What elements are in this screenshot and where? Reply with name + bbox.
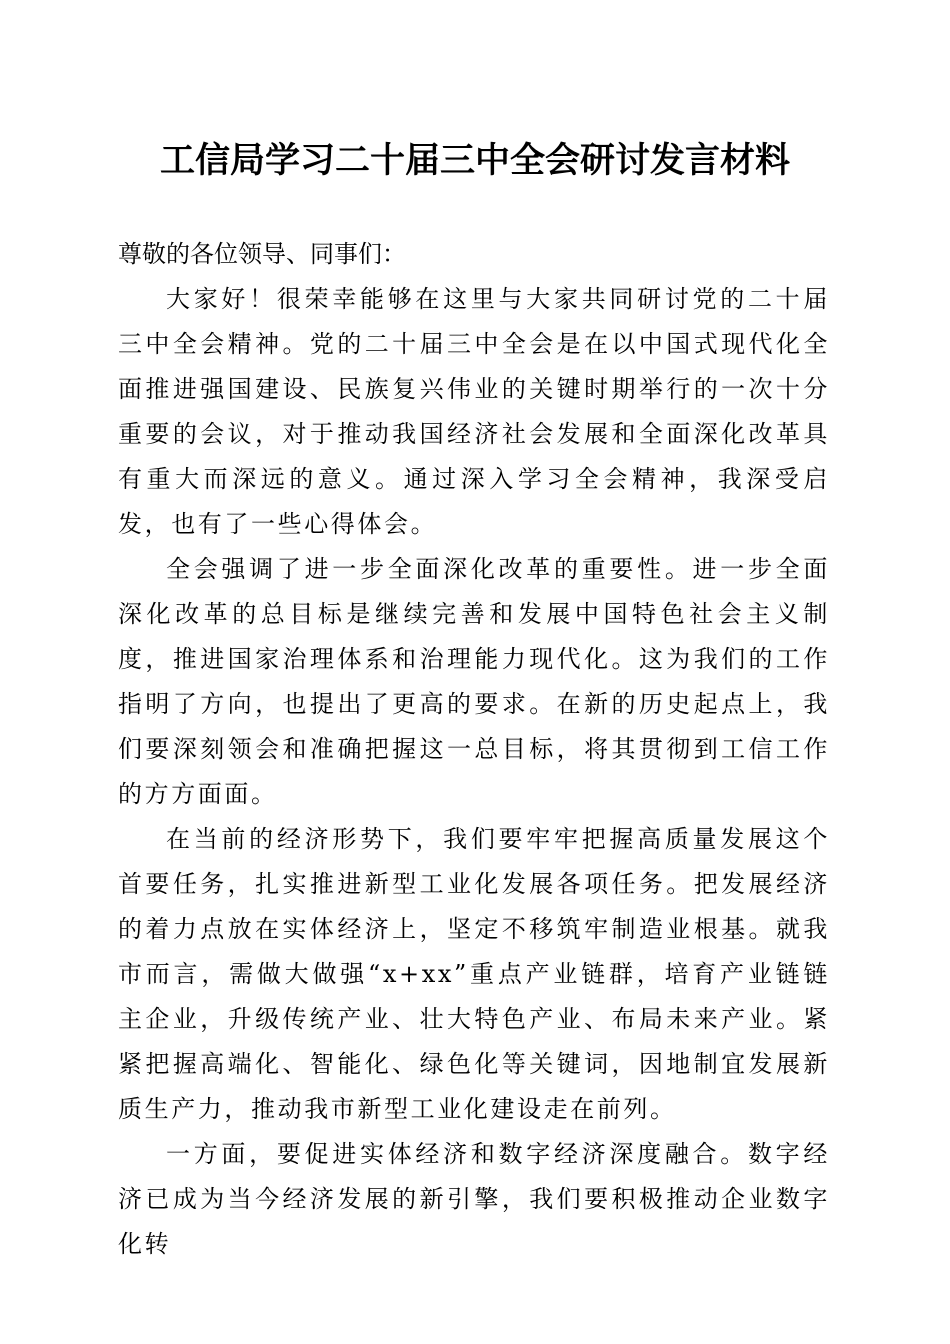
salutation: 尊敬的各位领导、同事们：: [118, 240, 406, 268]
paragraph-3: 在当前的经济形势下，我们要牢牢把握高质量发展这个首要任务，扎实推进新型工业化发展各项任务。把发展经济的着力点放在实体经济上，坚定不移筑牢制造业根基。就我市而言，需做大做强“x+xx”重点产业链群，培育产业链链主企业，升级传统产业、壮大特色产业、布局未来产业。紧紧把握高端化、智能化、绿色化等关键词，因地制宜发展新质生产力，推动我市新型工业化建设走在前列。: [118, 825, 830, 1123]
document-title: 工信局学习二十届三中全会研讨发言材料: [159, 140, 790, 181]
paragraph-2: 全会强调了进一步全面深化改革的重要性。进一步全面深化改革的总目标是继续完善和发展中国特色社会主义制度，推进国家治理体系和治理能力现代化。这为我们的工作指明了方向，也提出了更高的要求。在新的历史起点上，我们要深刻领会和准确把握这一总目标，将其贯彻到工信工作的方方面面。: [118, 555, 830, 808]
paragraph-4: 一方面，要促进实体经济和数字经济深度融合。数字经济已成为当今经济发展的新引擎，我们要积极推动企业数字化转: [118, 1140, 830, 1258]
document-body: [118, 232, 830, 1267]
paragraph-1: 大家好！很荣幸能够在这里与大家共同研讨党的二十届三中全会精神。党的二十届三中全会是在以中国式现代化全面推进强国建设、民族复兴伟业的关键时期举行的一次十分重要的会议，对于推动我国经济社会发展和全面深化改革具有重大而深远的意义。通过深入学习全会精神，我深受启发，也有了一些心得体会。: [118, 285, 830, 538]
